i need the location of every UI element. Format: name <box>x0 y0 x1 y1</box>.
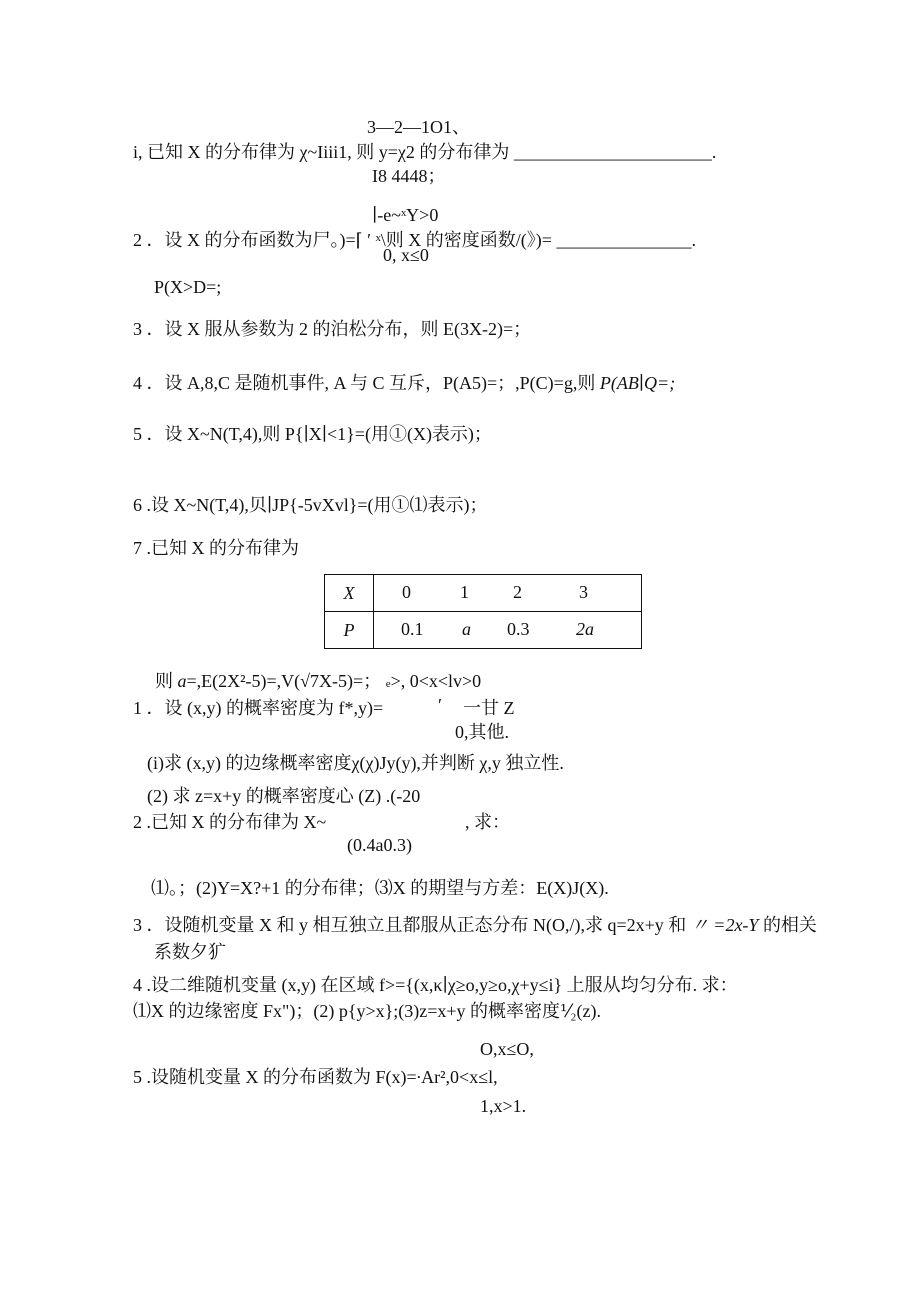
q5-text: 5 ．设 X~N(T,4),则 P{∣X∣<1}=(用①(X)表示)； <box>133 424 492 444</box>
q2-below-text: 0, x≤0 <box>383 245 429 265</box>
q7-after-text <box>155 670 481 695</box>
calc-q3-suffix: 的相关 <box>762 915 817 935</box>
q3-text: 3 ．设 X 服从参数为 2 的泊松分布，则 E(3X-2)=； <box>133 319 532 339</box>
calc-q1-below: 0,其他. <box>455 722 509 742</box>
calc-q1-right: 一甘 Z <box>463 698 515 718</box>
table-row-p <box>325 612 642 649</box>
calc-q3-line2: 系数夕犷 <box>154 942 226 962</box>
calc-q2-text: 2 .已知 X 的分布律为 X~ <box>133 812 327 832</box>
x-value-0: 0 <box>402 582 411 602</box>
q7-after-prefix: 则 <box>155 671 173 691</box>
calc-q5-above: O,x≤O, <box>480 1039 534 1059</box>
q1-above-text: 3—2—1O1、 <box>367 117 470 137</box>
p-value-1: a <box>462 619 471 639</box>
q7-intro-text: 7 .已知 X 的分布律为 <box>133 538 299 558</box>
q2-above-text: ∣-e~ˣY>0 <box>372 205 439 225</box>
q2-text: 2 ．设 X 的分布函数为尸。)=⌈ ′ ˣ\则 X 的密度函数/(》)= _______________. <box>133 230 696 250</box>
p-value-3: 2a <box>576 619 594 639</box>
q4-italic-expr: P(AB∣Q=; <box>599 373 676 393</box>
q7-after-small: e <box>385 678 391 690</box>
calc-q1-part1: (i)求 (x,y) 的边缘概率密度χ(χ)Jy(y),并判断 χ,y 独立性. <box>147 753 564 773</box>
q7-after-rest: =,E(2X²-5)=,V(√7X-5)=； <box>186 671 382 691</box>
q1-below-text: I8 4448； <box>372 166 446 186</box>
q6-text: 6 .设 X~N(T,4),贝∣JP{-5vXvl}=(用①⑴表示)； <box>133 495 488 515</box>
x-value-2: 2 <box>513 582 522 602</box>
calc-q1-text: 1 ．设 (x,y) 的概率密度为 f*,y)= <box>133 698 384 718</box>
calc-q2-below: (0.4a0.3) <box>347 835 412 855</box>
q7-after-tail: >, 0<x<lv>0 <box>390 671 482 691</box>
calc-q3-italic: 〃 =2x-Y <box>690 915 759 935</box>
calc-q2-tail: , 求： <box>465 812 510 832</box>
q1-text: i, 已知 X 的分布律为 χ~Iiii1, 则 y=χ2 的分布律为 ______________________. <box>133 142 717 162</box>
x-value-3: 3 <box>579 582 588 602</box>
calc-q4-line2: ⑴X 的边缘密度 Fx")；(2) p{y>x};(3)z=x+y 的概率密度⅟₂(z). <box>133 1001 602 1021</box>
calc-q5-below: 1,x>1. <box>480 1096 527 1116</box>
q4-text <box>133 372 675 394</box>
p-value-2: 0.3 <box>507 619 530 639</box>
row-label-x: X <box>325 575 374 612</box>
calc-q2-parts: ⑴。；(2)Y=X?+1 的分布律；⑶X 的期望与方差：E(X)J(X). <box>151 878 609 898</box>
table-row-x <box>325 575 642 612</box>
q7-after-italic: a <box>177 671 187 691</box>
distribution-table <box>324 574 642 649</box>
q4-main: 4 ．设 A,8,C 是随机事件, A 与 C 互斥，P(A5)=；,P(C)=g,则 <box>133 373 596 393</box>
calc-q3-prefix: 3 ．设随机变量 X 和 y 相互独立且都服从正态分布 N(O,/),求 q=2x+y 和 <box>133 915 687 935</box>
calc-q3-line1 <box>133 914 817 936</box>
p-value-0: 0.1 <box>401 619 424 639</box>
q2-sub-text: P(X>D=; <box>154 277 222 297</box>
calc-q1-mark: ′ <box>438 695 442 715</box>
calc-q1-part2: (2) 求 z=x+y 的概率密度心 (Z) .(-20 <box>147 786 421 806</box>
calc-q4-line1: 4 .设二维随机变量 (x,y) 在区域 f>={(x,κ∣χ≥o,y≥o,χ+y≤i} 上服从均匀分布. 求： <box>133 975 738 995</box>
row-label-p: P <box>325 612 374 649</box>
calc-q5-text: 5 .设随机变量 X 的分布函数为 F(x)=∙Ar²,0<x≤l, <box>133 1067 498 1087</box>
x-value-1: 1 <box>460 582 469 602</box>
